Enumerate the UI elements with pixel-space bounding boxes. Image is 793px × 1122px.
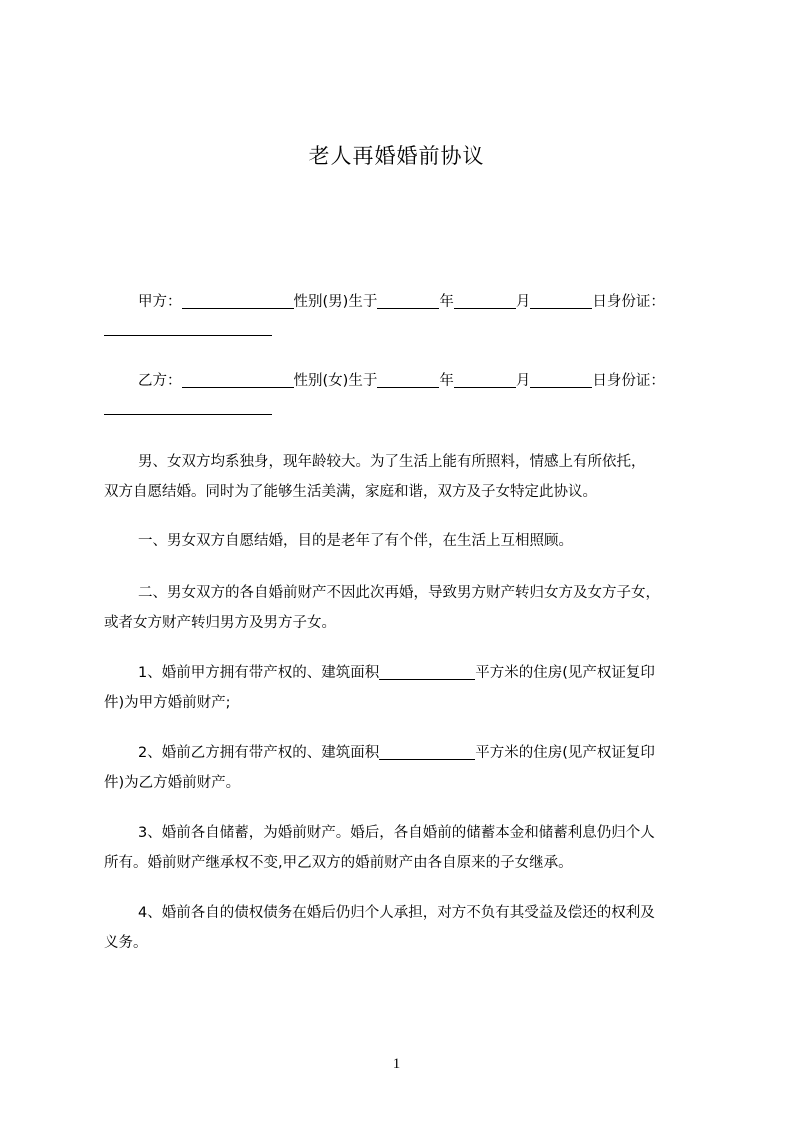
party-a-day-blank[interactable] (530, 290, 592, 309)
party-b-month-blank[interactable] (454, 369, 516, 388)
page-number: 1 (392, 1056, 401, 1072)
item-3-paragraph (104, 818, 716, 878)
party-b-name-blank[interactable] (182, 369, 294, 388)
party-a-gender: 性别(男)生于 (293, 294, 378, 310)
party-a-month-blank[interactable] (454, 290, 516, 309)
item-2-area-blank[interactable] (379, 741, 475, 760)
party-a-month-label: 月 (515, 294, 531, 310)
clause-1-paragraph (104, 526, 716, 556)
item-1-before: 1、婚前甲方拥有带产权的、建筑面积 (138, 665, 380, 681)
intro-line-2: 双方自愿结婚。同时为了能够生活美满，家庭和谐，双方及子女特定此协议。 (104, 484, 597, 500)
intro-paragraph (104, 447, 716, 507)
party-b-label: 乙方： (138, 373, 182, 389)
intro-line-1: 男、女双方均系独身，现年龄较大。为了生活上能有所照料，情感上有所依托， (138, 454, 646, 470)
party-a-paragraph (104, 287, 716, 336)
party-a-line (104, 287, 716, 317)
clause-1-line: 一、男女双方自愿结婚，目的是老年了有个伴，在生活上互相照顾。 (138, 533, 573, 549)
party-b-day-blank[interactable] (530, 369, 592, 388)
party-a-name-blank[interactable] (182, 290, 294, 309)
party-a-year-blank[interactable] (377, 290, 439, 309)
item-2-paragraph (104, 738, 716, 798)
item-2-after: 平方米的住房(见产权证复印 (475, 745, 655, 761)
item-1-line-2: 件)为甲方婚前财产; (104, 695, 231, 711)
item-4-line-1: 4、婚前各自的债权债务在婚后仍归个人承担，对方不负有其受益及偿还的权利及 (138, 905, 655, 921)
item-3-line-2: 所有。婚前财产继承权不变,甲乙双方的婚前财产由各自原来的子女继承。 (104, 855, 573, 871)
item-1-after: 平方米的住房(见产权证复印 (475, 665, 655, 681)
party-b-id-label: 日身份证： (592, 373, 665, 389)
clause-2-paragraph (104, 578, 716, 638)
party-b-month-label: 月 (515, 373, 531, 389)
document-title: 老人再婚婚前协议 (308, 144, 485, 168)
party-a-id-label: 日身份证： (592, 294, 665, 310)
clause-2-line-2: 或者女方财产转归男方及男方子女。 (104, 615, 336, 631)
item-2-line-2: 件)为乙方婚前财产。 (104, 775, 241, 791)
party-b-line (104, 366, 716, 396)
clause-2-line-1: 二、男女双方的各自婚前财产不因此次再婚，导致男方财产转归女方及女方子女， (138, 585, 660, 601)
party-a-year-label: 年 (439, 294, 454, 310)
item-2-before: 2、婚前乙方拥有带产权的、建筑面积 (138, 745, 380, 761)
item-3-line-1: 3、婚前各自储蓄，为婚前财产。婚后，各自婚前的储蓄本金和储蓄利息仍归个人 (138, 825, 655, 841)
party-b-gender: 性别(女)生于 (293, 373, 378, 389)
party-a-label: 甲方： (138, 294, 182, 310)
party-b-paragraph (104, 366, 716, 415)
party-b-year-blank[interactable] (377, 369, 439, 388)
item-2-line-1 (104, 738, 716, 768)
party-a-id-blank[interactable] (104, 323, 272, 336)
party-b-id-blank[interactable] (104, 402, 272, 415)
item-1-area-blank[interactable] (379, 661, 475, 680)
item-4-paragraph (104, 898, 716, 958)
party-b-year-label: 年 (439, 373, 454, 389)
item-1-paragraph (104, 658, 716, 718)
item-4-line-2: 义务。 (104, 935, 148, 951)
item-1-line-1 (104, 658, 716, 688)
